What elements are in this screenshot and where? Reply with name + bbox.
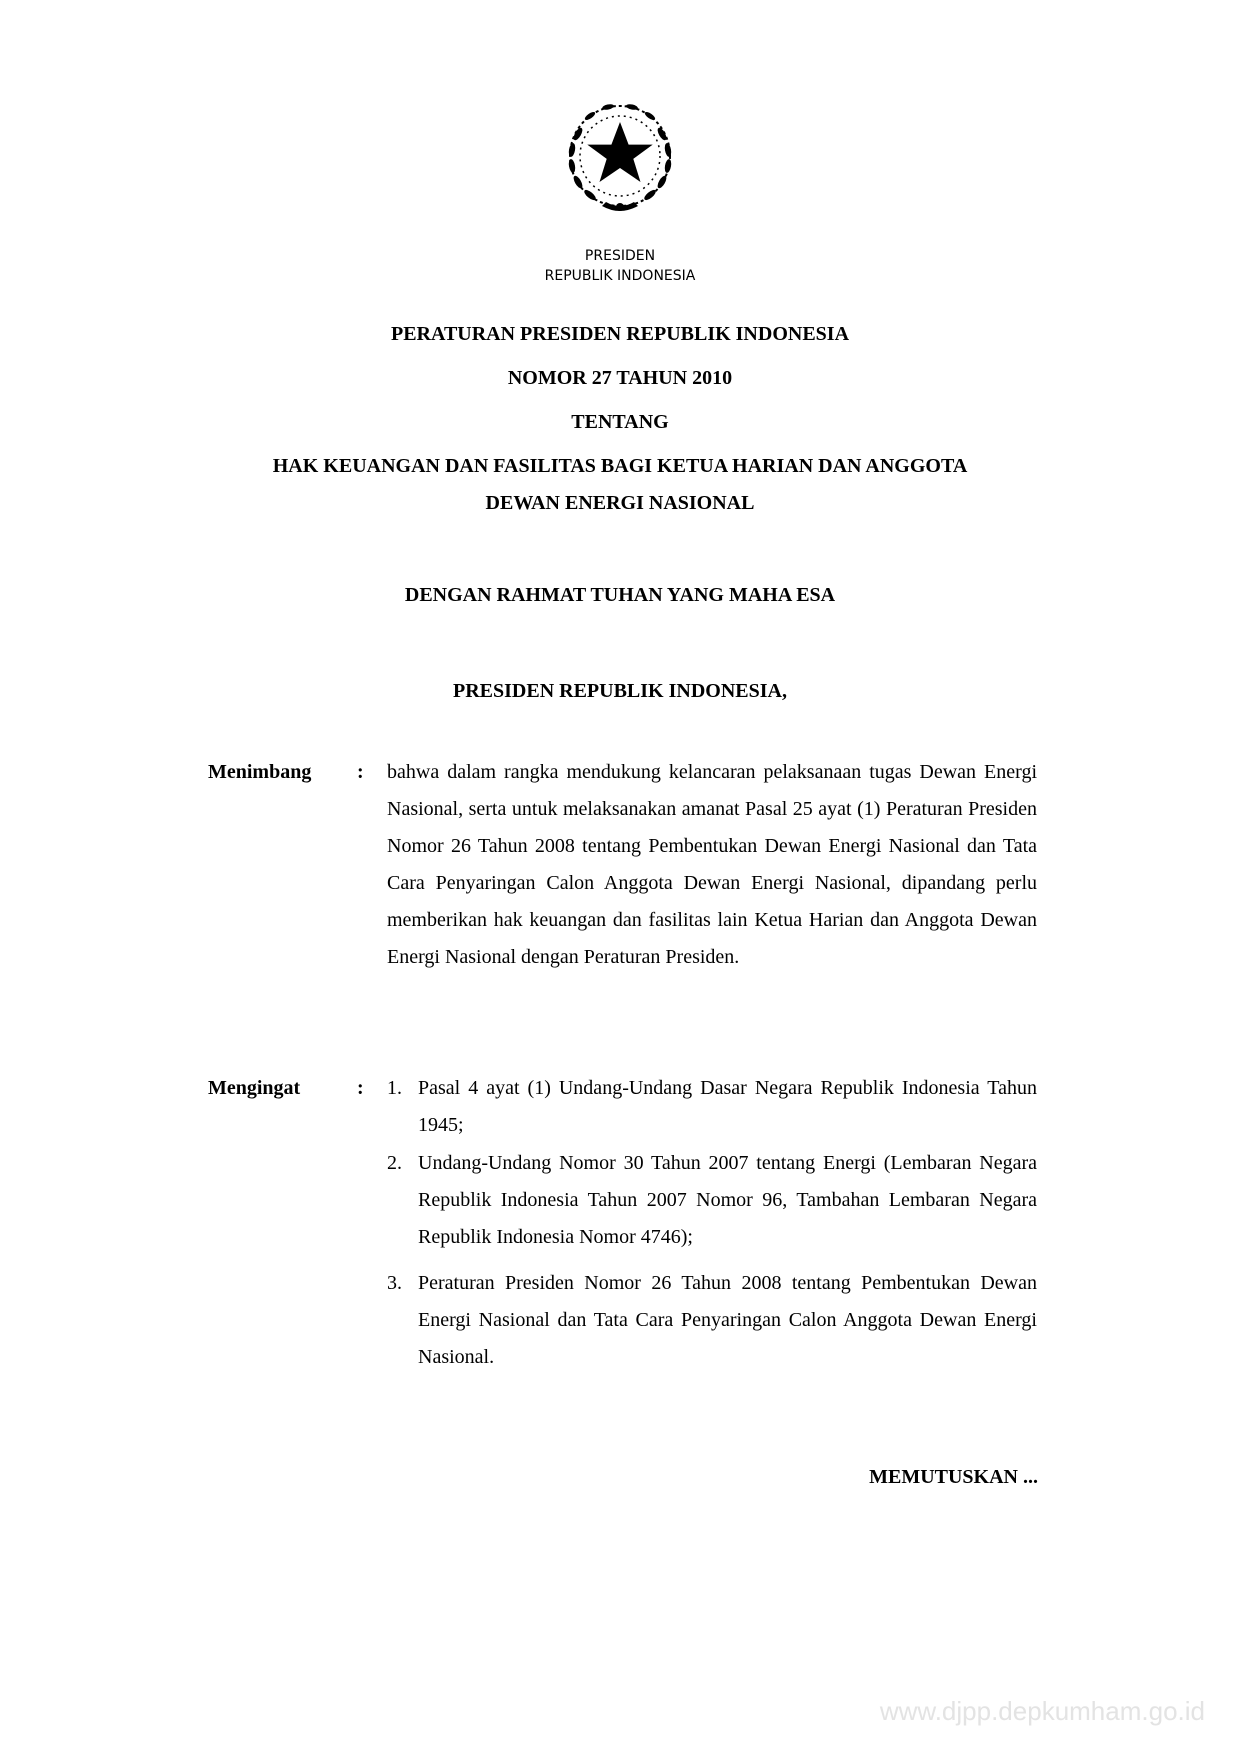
invocation: DENGAN RAHMAT TUHAN YANG MAHA ESA [404,584,836,606]
menimbang-text: bahwa dalam rangka mendukung kelancaran pelaksanaan tugas Dewan Energi Nasional, serta untuk melaksanakan amanat Pasal 25 ayat (1) Peraturan Presiden Nomor 26 Tahun 2008 tentang Pembentukan Dewan Energi Nasional dan Tata Cara Penyaringan Calon Anggota Dewan Energi Nasional, dipandang perlu memberikan hak keuangan dan fasilitas lain Ketua Harian dan Anggota Dewan Energi Nasional dengan Peraturan Presiden. [387,761,1037,968]
issuer-heading: PRESIDEN REPUBLIK INDONESIA, [453,680,787,702]
regulation-number: NOMOR 27 TAHUN 2010 [507,367,733,389]
menimbang-colon: : [357,761,364,783]
continued-marker: MEMUTUSKAN ... [869,1466,1038,1488]
subject-line-1: HAK KEUANGAN DAN FASILITAS BAGI KETUA HARIAN DAN ANGGOTA [272,455,968,477]
national-emblem [556,94,684,222]
list-text: Undang-Undang Nomor 30 Tahun 2007 tentang Energi (Lembaran Negara Republik Indonesia Tahun 2007 Nomor 96, Tambahan Lembaran Negara Republik Indonesia Nomor 4746); [418,1152,1037,1248]
list-text: Peraturan Presiden Nomor 26 Tahun 2008 tentang Pembentukan Dewan Energi Nasional dan Tata Cara Penyaringan Calon Anggota Dewan Energi Nasional. [418,1272,1037,1368]
mengingat-item-1 [387,1070,1037,1144]
list-text: Pasal 4 ayat (1) Undang-Undang Dasar Negara Republik Indonesia Tahun 1945; [418,1077,1037,1136]
mengingat-colon: : [357,1077,364,1099]
regulation-title: PERATURAN PRESIDEN REPUBLIK INDONESIA [390,323,850,345]
letterhead-line1: PRESIDEN [584,248,656,264]
menimbang-label: Menimbang [208,761,312,783]
mengingat-item-3 [387,1265,1037,1376]
letterhead-line2: REPUBLIK INDONESIA [544,268,696,284]
subject-line-2: DEWAN ENERGI NASIONAL [485,492,755,514]
watermark: www.djpp.depkumham.go.id [879,1696,1205,1726]
mengingat-item-2 [387,1145,1037,1256]
mengingat-label: Mengingat [208,1077,301,1099]
list-number: 3. [387,1272,402,1294]
list-number: 1. [387,1077,402,1099]
about-heading: TENTANG [571,411,669,433]
list-number: 2. [387,1152,402,1174]
